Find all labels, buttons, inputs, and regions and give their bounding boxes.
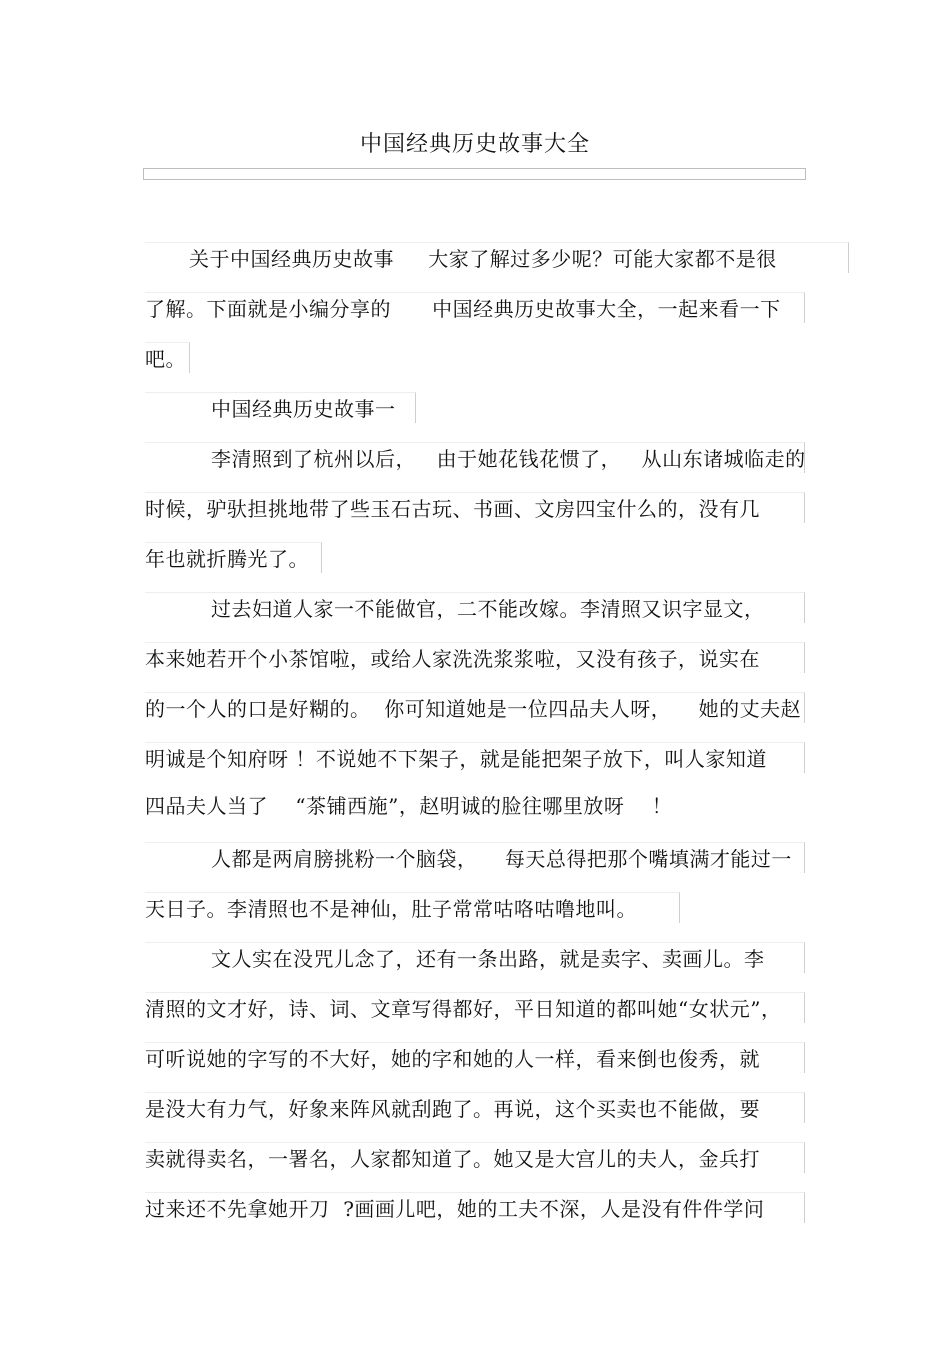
- paragraph-line: 的一个人的口是好糊的。 你可知道她是一位四品夫人呀， 她的丈夫赵: [145, 692, 805, 723]
- paragraph-line: 关于中国经典历史故事 大家了解过多少呢？可能大家都不是很: [145, 242, 849, 273]
- paragraph-line: 本来她若开个小茶馆啦，或给人家洗洗浆浆啦，又没有孩子，说实在: [145, 642, 805, 673]
- page-title: 中国经典历史故事大全: [359, 132, 590, 157]
- paragraph-line: 过来还不先拿她开刀 ?画画儿吧，她的工夫不深，人是没有件件学问: [145, 1192, 805, 1223]
- paragraph-line: 人都是两肩膀挑粉一个脑袋， 每天总得把那个嘴填满才能过一: [145, 842, 805, 873]
- paragraph-line: 年也就折腾光了。: [145, 542, 322, 573]
- paragraph-line: 吧。: [145, 342, 190, 373]
- title-divider: [143, 168, 806, 180]
- paragraph-line: 李清照到了杭州以后， 由于她花钱花惯了， 从山东诸城临走的: [145, 442, 805, 473]
- paragraph-line: 清照的文才好，诗、词、文章写得都好，平日知道的都叫她“女状元”，: [145, 992, 805, 1023]
- paragraph-line: 是没大有力气，好象来阵风就刮跑了。再说，这个买卖也不能做，要: [145, 1092, 805, 1123]
- section-heading: 中国经典历史故事一: [145, 392, 416, 423]
- paragraph-line: 卖就得卖名，一署名，人家都知道了。她又是大宫儿的夫人，金兵打: [145, 1142, 805, 1173]
- paragraph-line: 时候，驴驮担挑地带了些玉石古玩、书画、文房四宝什么的，没有几: [145, 492, 805, 523]
- paragraph-line: 天日子。李清照也不是神仙，肚子常常咕咯咕噜地叫。: [145, 892, 680, 923]
- paragraph-line: 可听说她的字写的不大好，她的字和她的人一样，看来倒也俊秀，就: [145, 1042, 805, 1073]
- paragraph-line: 了解。下面就是小编分享的 中国经典历史故事大全，一起来看一下: [145, 292, 805, 323]
- paragraph-line: 过去妇道人家一不能做官，二不能改嫁。李清照又识字显文，: [145, 592, 805, 623]
- paragraph-line: 文人实在没咒儿念了，还有一条出路，就是卖字、卖画儿。李: [145, 942, 805, 973]
- paragraph-line: 明诚是个知府呀 ！不说她不下架子，就是能把架子放下，叫人家知道: [145, 742, 805, 773]
- paragraph-line: 四品夫人当了 “茶铺西施”，赵明诚的脸往哪里放呀 ！: [145, 794, 673, 818]
